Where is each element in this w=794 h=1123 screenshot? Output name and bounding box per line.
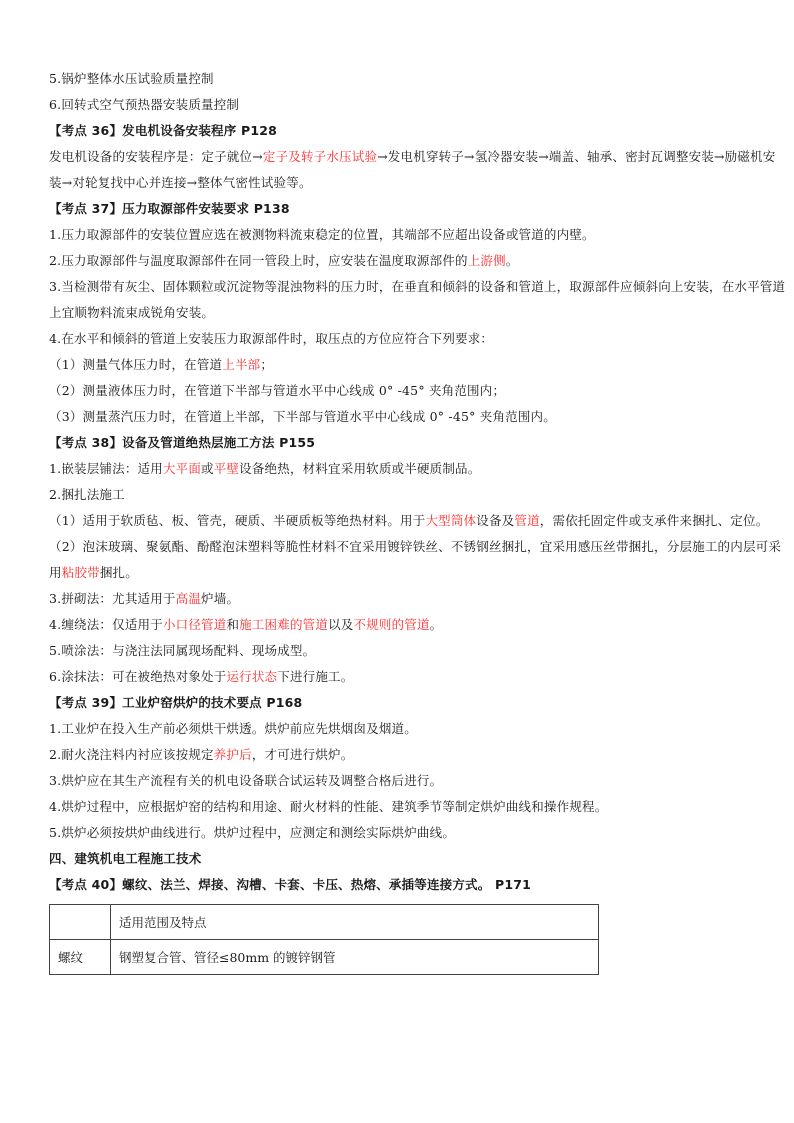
text: 发电机设备的安装程序是：定子就位→	[49, 149, 263, 164]
text: 2.耐火浇注料内衬应该按规定	[49, 747, 214, 762]
list-item: 3.烘炉应在其生产流程有关的机电设备联合试运转及调整合格后进行。	[49, 773, 443, 788]
table-row	[50, 940, 599, 975]
list-item: 3.当检测带有灰尘、固体颗粒或沉淀物等混浊物料的压力时，在垂直和倾斜的设备和管道上，取源部件应倾斜向上安装，在水平管道	[49, 279, 786, 294]
text: 下进行施工。	[277, 669, 354, 684]
highlight-text: 平壁	[213, 461, 240, 476]
list-item: 5.喷涂法：与浇注法同属现场配料、现场成型。	[49, 643, 316, 658]
list-item: 5.锅炉整体水压试验质量控制	[49, 71, 214, 86]
sub-item	[49, 352, 749, 378]
text: 捆扎。	[99, 565, 138, 580]
list-item: 2.捆扎法施工	[49, 487, 125, 502]
highlight-text: 运行状态	[226, 669, 278, 684]
text: 6.涂抹法：可在被绝热对象处于	[49, 669, 227, 684]
highlight-text: 管道	[514, 513, 540, 528]
text: ；	[260, 357, 274, 372]
highlight-text: 不规则的管道	[353, 617, 430, 632]
highlight-text: 上半部	[222, 357, 261, 372]
highlight-text: 小口径管道	[162, 617, 227, 632]
paragraph	[49, 144, 776, 170]
sub-item-continued	[49, 560, 749, 586]
highlight-text: 大型筒体	[425, 513, 477, 528]
list-item	[49, 612, 749, 638]
highlight-text: 施工困难的管道	[239, 617, 329, 632]
text: 。	[429, 617, 443, 632]
text: 设备绝热，材料宜采用软质或半硬质制品。	[239, 461, 481, 476]
list-item: 6.回转式空气预热器安装质量控制	[49, 97, 240, 112]
highlight-text: 大平面	[162, 461, 202, 476]
table-header-cell: 适用范围及特点	[111, 905, 599, 940]
list-item	[49, 664, 749, 690]
paragraph: 装→对轮复找中心并连接→整体气密性试验等。	[49, 175, 312, 190]
section-heading-kp39: 【考点 39】工业炉窑烘炉的技术要点 P168	[49, 695, 303, 710]
sub-item: （3）测量蒸汽压力时，在管道上半部，下半部与管道水平中心线成 0° -45° 夹角范围内。	[49, 409, 556, 424]
sub-item: （2）泡沫玻璃、聚氨酯、酚醛泡沫塑料等脆性材料不宜采用镀锌铁丝、不锈钢丝捆扎，宜采用感压丝带捆扎，分层施工的内层可采	[49, 539, 782, 554]
list-item-continued: 上宜顺物料流束成锐角安装。	[49, 305, 215, 320]
sub-item	[49, 508, 769, 534]
text: 和	[226, 617, 240, 632]
text: 设备及	[476, 513, 515, 528]
text: 2.压力取源部件与温度取源部件在同一管段上时，应安装在温度取源部件的	[49, 253, 468, 268]
highlight-text: 定子及转子水压试验	[262, 149, 378, 164]
highlight-text: 养护后	[213, 747, 252, 762]
text: →发电机穿转子→氢冷器安装→端盖、轴承、密封瓦调整安装→励磁机安	[377, 149, 776, 164]
document-page	[49, 66, 786, 975]
connection-methods-table	[49, 904, 599, 975]
list-item	[49, 248, 749, 274]
text: 或	[201, 461, 214, 476]
text: 以及	[328, 617, 354, 632]
table-header-row	[50, 905, 599, 940]
table-cell: 螺纹	[50, 940, 111, 975]
section-title: 四、建筑机电工程施工技术	[49, 851, 202, 866]
section-heading-kp37: 【考点 37】压力取源部件安装要求 P138	[49, 201, 290, 216]
section-heading-kp36: 【考点 36】发电机设备安装程序 P128	[49, 123, 278, 138]
text: （1）测量气体压力时，在管道	[49, 357, 223, 372]
text: 1.嵌装层铺法：适用	[49, 461, 163, 476]
text: （1）适用于软质毡、板、管壳，硬质、半硬质板等绝热材料。用于	[49, 513, 426, 528]
sub-item: （2）测量液体压力时，在管道下半部与管道水平中心线成 0° -45° 夹角范围内；	[49, 383, 506, 398]
table-cell: 钢塑复合管、管径≤80mm 的镀锌钢管	[111, 940, 599, 975]
highlight-text: 上游侧	[467, 253, 506, 268]
list-item: 4.烘炉过程中，应根据炉窑的结构和用途、耐火材料的性能、建筑季节等制定烘炉曲线和操作规程。	[49, 799, 608, 814]
text: 炉墙。	[201, 591, 240, 606]
text: ，需依托固定件或支承件来捆扎、定位。	[539, 513, 769, 528]
list-item: 1.压力取源部件的安装位置应选在被测物料流束稳定的位置，其端部不应超出设备或管道的内壁。	[49, 227, 595, 242]
list-item	[49, 586, 749, 612]
list-item: 1.工业炉在投入生产前必须烘干烘透。烘炉前应先烘烟囱及烟道。	[49, 721, 417, 736]
text: 4.缠绕法：仅适用于	[49, 617, 163, 632]
text: 。	[505, 253, 519, 268]
section-heading-kp38: 【考点 38】设备及管道绝热层施工方法 P155	[49, 435, 316, 450]
list-item	[49, 456, 749, 482]
list-item: 4.在水平和倾斜的管道上安装压力取源部件时，取压点的方位应符合下列要求：	[49, 331, 494, 346]
list-item: 5.烘炉必须按烘炉曲线进行。烘炉过程中，应测定和测绘实际烘炉曲线。	[49, 825, 456, 840]
table-header-cell	[50, 905, 111, 940]
text: ，才可进行烘炉。	[251, 747, 354, 762]
highlight-text: 粘胶带	[61, 565, 100, 580]
list-item	[49, 742, 749, 768]
text: 3.拼砌法：尤其适用于	[49, 591, 176, 606]
text: 用	[49, 565, 62, 580]
highlight-text: 高温	[175, 591, 202, 606]
section-heading-kp40: 【考点 40】螺纹、法兰、焊接、沟槽、卡套、卡压、热熔、承插等连接方式。 P171	[49, 877, 532, 892]
